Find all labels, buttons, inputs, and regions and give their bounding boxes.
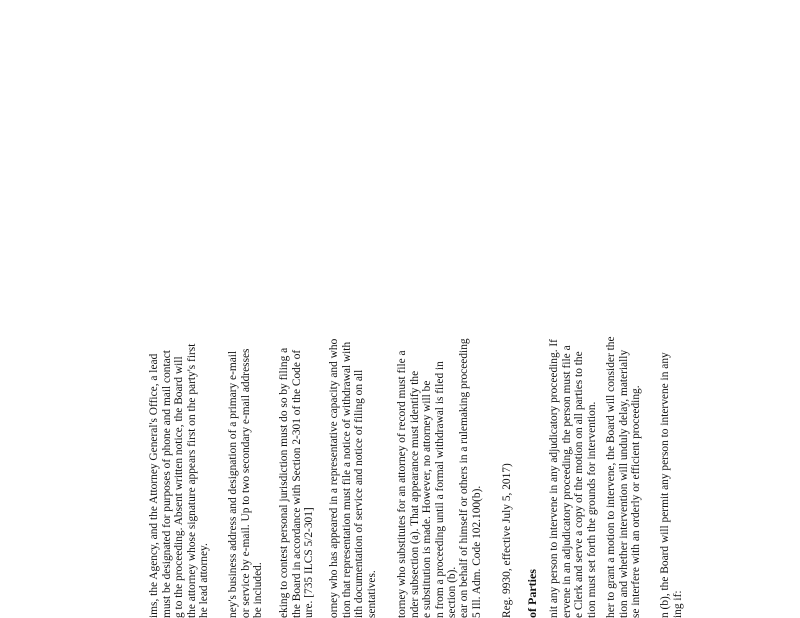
text-line: her to grant a motion to intervene, the Board will consider the	[605, 336, 617, 618]
text-line: tion that representation must file a notice of withdrawal with	[340, 341, 353, 618]
section-heading	[526, 148, 539, 618]
text-line: ear on behalf of himself or others in a rulemaking proceeding	[458, 338, 470, 618]
text-line: eking to contest personal jurisdiction must do so by filing a	[278, 347, 290, 618]
text-line: or service by e-mail. Up to two secondary e-mail addresses	[239, 348, 252, 618]
text-line: ims, the Agency, and the Attorney General's Office, a lead	[148, 353, 160, 618]
paragraph	[659, 148, 684, 618]
text-line: tion and whether intervention will unduly delay, materially	[617, 349, 630, 618]
text-line: torney who substitutes for an attorney of record must file a	[396, 350, 408, 618]
text-line: se interfere with an orderly or efficient proceeding.	[630, 385, 643, 618]
paragraph	[458, 148, 483, 618]
text-line: section (b).	[446, 566, 459, 618]
paragraph	[278, 148, 316, 618]
text-line: n (b), the Board will permit any person to intervene in any	[659, 352, 671, 618]
text-line: the attorney whose signature appears first on the party's first	[185, 343, 198, 618]
text-line: sentatives.	[365, 570, 378, 618]
text-line: ith documentation of service and notice of filing on all	[353, 369, 366, 618]
text-line: be included.	[252, 562, 265, 618]
paragraph	[227, 148, 265, 618]
paragraph	[605, 148, 643, 618]
paragraph	[148, 148, 211, 618]
text-line: ervene in an adjudicatory proceeding, the person must file a	[560, 345, 573, 618]
text-line: ney's business address and designation of a primary e-mail	[227, 350, 239, 618]
text-line: ing if:	[671, 590, 684, 618]
text-line: he lead attorney.	[198, 543, 211, 618]
paragraph	[396, 148, 459, 618]
text-line: Reg. 9930, effective July 5, 2017)	[501, 463, 513, 618]
text-line: nder subsection (a). That appearance must identify the	[408, 370, 421, 618]
text-line: 5 Ill. Adm. Code 102.100(b).	[470, 485, 483, 618]
paragraph	[501, 148, 514, 618]
text-line: e substitution is made. However, no attorney will be	[421, 380, 434, 618]
text-line: g to the proceeding. Absent written notice, the Board will	[173, 356, 186, 618]
text-line: n from a proceeding until a formal withdrawal is filed in	[433, 361, 446, 618]
text-line: the Board in accordance with Section 2-301 of the Code of	[290, 349, 303, 618]
text-line: ure. [735 ILCS 5/2-301]	[303, 507, 316, 618]
text-line: e Clerk and serve a copy of the motion on all parties to the	[573, 351, 586, 618]
text-line: tion must set forth the grounds for intervention.	[585, 401, 598, 618]
text-line: nit any person to intervene in any adjudicatory proceeding. If	[548, 339, 560, 618]
paragraph	[328, 148, 378, 618]
text-line: orney who has appeared in a representative capacity and who	[328, 338, 340, 618]
text-line: must be designated for purposes of phone and mail contact	[160, 350, 173, 618]
text-line: of Parties	[525, 569, 539, 618]
rotated-text-block	[100, 148, 700, 618]
paragraph	[548, 148, 598, 618]
